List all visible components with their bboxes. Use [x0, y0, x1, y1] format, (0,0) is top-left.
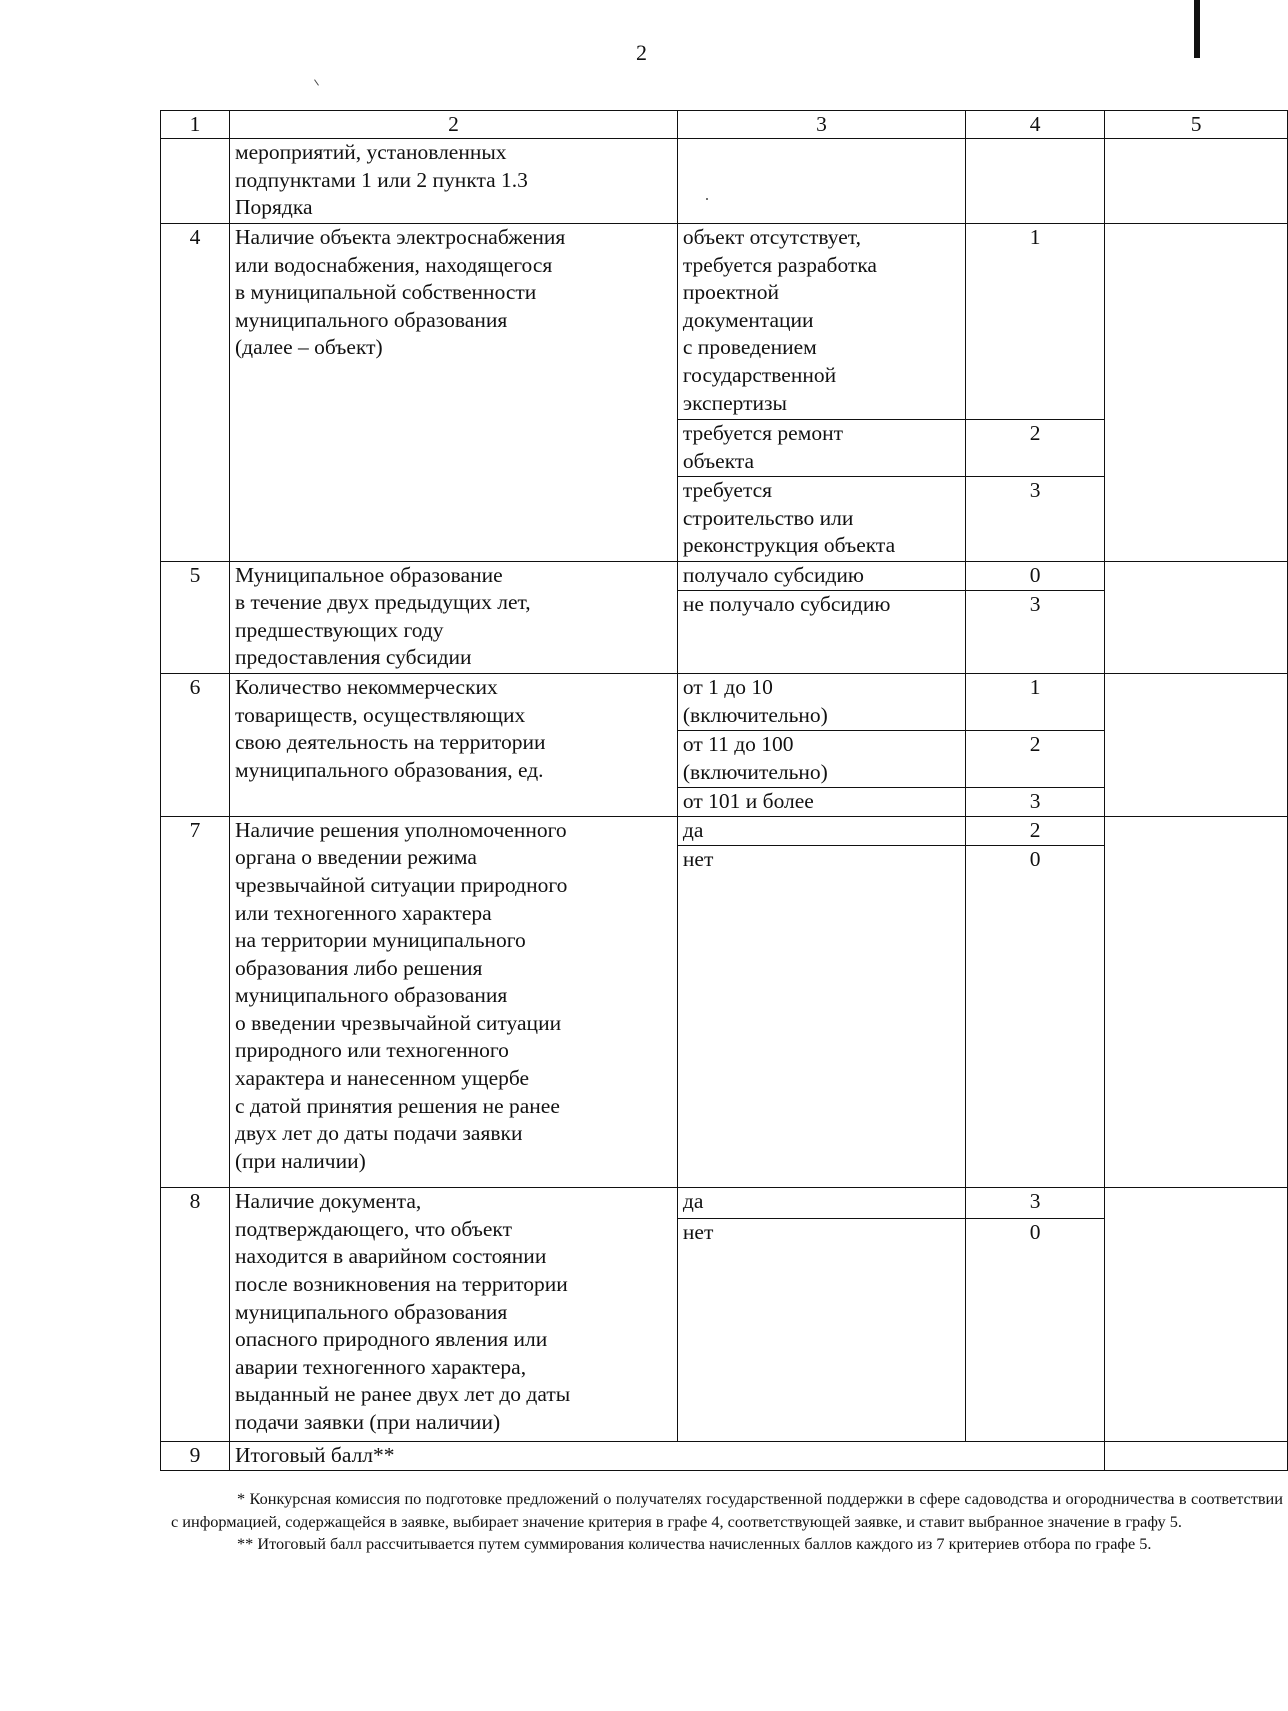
- column-header: 2: [230, 111, 678, 139]
- option-score: 3: [965, 590, 1104, 673]
- table-row: [161, 816, 1288, 845]
- criterion-text: Муниципальное образование в течение двух предыдущих лет, предшествующих году предоставления субсидии: [230, 561, 678, 674]
- column-header: 4: [965, 111, 1104, 139]
- option-value: да: [677, 1188, 965, 1218]
- table-row: [161, 1188, 1288, 1218]
- option-value: объект отсутствует, требуется разработка проектной документации с проведением государственной экспертизы: [677, 223, 965, 419]
- criterion-text: Наличие объекта электроснабжения или водоснабжения, находящегося в муниципальной собственности муниципального образования (далее – объект): [230, 223, 678, 561]
- criterion-text: Наличие решения уполномоченного органа о введении режима чрезвычайной ситуации природного или техногенного характера на территории муниципального образования либо решения муниципального образования о введении чрезвычайной ситуации природного или техногенного характера и нанесенном ущербе с датой принятия решения не ранее двух лет до даты подачи заявки (при наличии): [230, 816, 678, 1188]
- option-score: 1: [965, 674, 1104, 731]
- row-number: 6: [161, 674, 230, 816]
- criterion-text: Количество некоммерческих товариществ, осуществляющих свою деятельность на территории муниципального образования, ед.: [230, 674, 678, 816]
- table-row: [161, 561, 1288, 590]
- score-cell: [1105, 674, 1288, 816]
- total-label: Итоговый балл**: [230, 1441, 1105, 1470]
- option-score: 0: [965, 845, 1104, 1188]
- row-number: 9: [161, 1441, 230, 1470]
- table-row: [161, 674, 1288, 731]
- option-value: требуется строительство или реконструкция объекта: [677, 477, 965, 562]
- row-number: 8: [161, 1188, 230, 1442]
- criteria-table: [160, 110, 1288, 1471]
- option-value: от 1 до 10 (включительно): [677, 674, 965, 731]
- table-row: [161, 223, 1288, 419]
- scan-artifact: [314, 79, 319, 85]
- option-value: нет: [677, 845, 965, 1188]
- option-value: от 11 до 100 (включительно): [677, 731, 965, 788]
- criterion-text: Наличие документа, подтверждающего, что объект находится в аварийном состоянии после возникновения на территории муниципального образования опасного природного явления или аварии техногенного характера, выданный не ранее двух лет до даты подачи заявки (при наличии): [230, 1188, 678, 1442]
- score-cell: [1105, 561, 1288, 674]
- option-value: да: [677, 816, 965, 845]
- column-header: 1: [161, 111, 230, 139]
- option-value: не получало субсидию: [677, 590, 965, 673]
- option-score: 2: [965, 731, 1104, 788]
- option-value: от 101 и более: [677, 787, 965, 816]
- option-score: 3: [965, 1188, 1104, 1218]
- page-number: 2: [636, 40, 647, 65]
- row-number: 4: [161, 223, 230, 561]
- score-cell: [1105, 816, 1288, 1188]
- option-score: 0: [965, 1218, 1104, 1441]
- row-number: 7: [161, 816, 230, 1188]
- option-score: 3: [965, 477, 1104, 562]
- column-header: 3: [677, 111, 965, 139]
- option-score: 1: [965, 223, 1104, 419]
- column-header: 5: [1105, 111, 1288, 139]
- table-row: [161, 139, 1288, 224]
- criterion-text: мероприятий, установленных подпунктами 1 или 2 пункта 1.3 Порядка: [230, 139, 678, 224]
- footnote: ** Итоговый балл рассчитывается путем суммирования количества начисленных баллов каждого из 7 критериев отбора по графе 5.: [237, 1534, 1152, 1554]
- score-cell: [1105, 223, 1288, 561]
- table-row: [161, 1441, 1288, 1470]
- score-cell: [1105, 1188, 1288, 1442]
- score-cell: [1105, 1441, 1288, 1470]
- option-value: требуется ремонт объекта: [677, 420, 965, 477]
- option-score: 0: [965, 561, 1104, 590]
- option-score: 2: [965, 816, 1104, 845]
- option-value: нет: [677, 1218, 965, 1441]
- table-header-row: [161, 111, 1288, 139]
- footnote: * Конкурсная комиссия по подготовке предложений о получателях государственной поддержки в сфере садоводства и огородничества в соответствии с информацией, содержащейся в заявке, выбирает значение критерия в графе 4, соответствующей заявке, и ставит выбранное значение в графу 5.: [171, 1489, 1283, 1531]
- footnotes: [171, 1488, 1283, 1556]
- option-value: получало субсидию: [677, 561, 965, 590]
- row-number: 5: [161, 561, 230, 674]
- option-score: 2: [965, 420, 1104, 477]
- option-score: 3: [965, 787, 1104, 816]
